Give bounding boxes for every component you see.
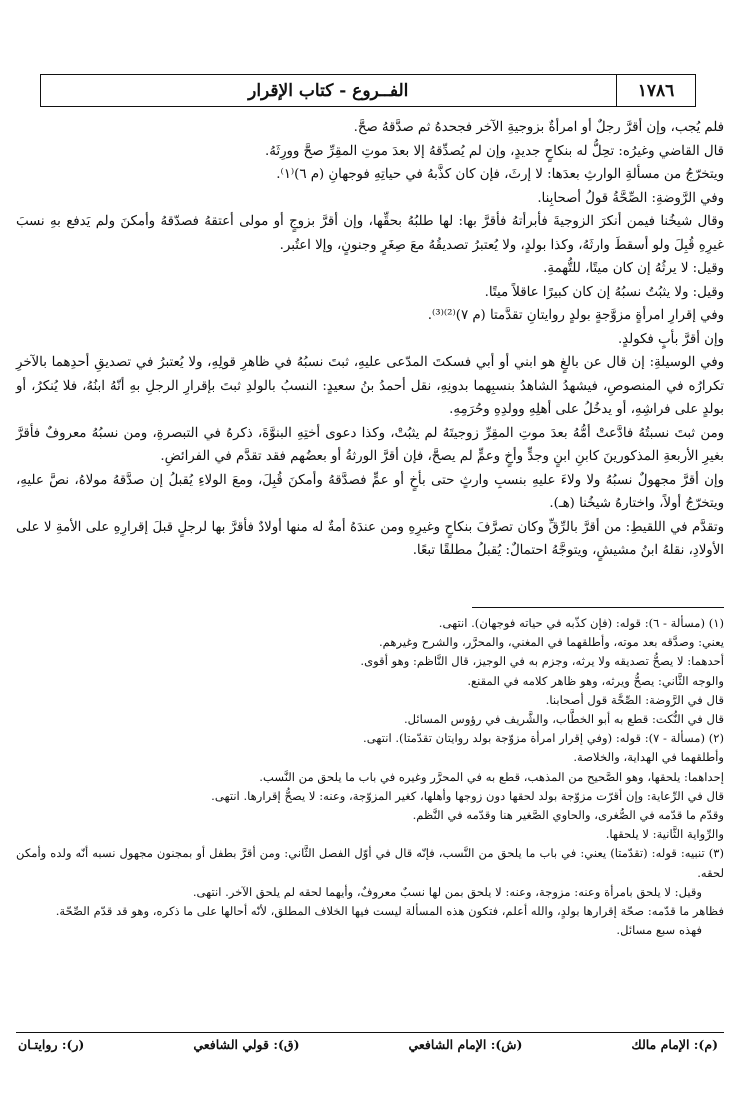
main-text bbox=[16, 116, 724, 563]
footnote-separator bbox=[472, 607, 724, 608]
header-title: الفــروع - كتاب الإقرار bbox=[248, 80, 409, 101]
footnote-line: (١) (مسألة - ٦): قوله: (فإن كذّبه في حياته فوجهان). انتهى. bbox=[438, 616, 724, 630]
footer-abbrev-narrations: (ر): روايتـان bbox=[18, 1037, 85, 1052]
footnote-line: قال في النُّكت: قطع به أبو الخطَّاب، والشَّريف في رؤوس المسائل. bbox=[403, 712, 724, 727]
main-paragraph: وفي الوسيلةِ: إن قال عن بالغٍ هو ابني أو أبي فسكتَ المدّعى عليهِ، ثبتَ نسبُهُ في ظاهرِ قولِهِ، ولا يُعتبرُ في تصديقِ أحدِهما بالآخرِ تكرارُه في المنصوصِ، فيشهدُ الشاهدُ بنسبِهما بدونِهِ، نقل أحمدُ بنُ سعيدٍ: النسبُ بالولدِ ثبتَ بإقرارِ الرجلِ بهِ أنّهُ ابنُهُ، فلا يُنكرُ، أو بولدٍ على فراشِهِ، أو يدخُلُ على أهلِهِ وولدِهِ وحُرَمِهِ. bbox=[16, 355, 724, 417]
footer-separator bbox=[16, 1032, 724, 1033]
main-paragraph: وإن أقرَّ بأبٍ فكولدٍ. bbox=[617, 331, 724, 347]
page-footer bbox=[18, 1037, 718, 1052]
footnote-line: قال في الرِّعاية: وإن أقرّت مزوّجة بولد لحقها دون زوجها وأهلها، كغير المزوّجة، وعنه: لا يصحُّ إقرارها. انتهى. bbox=[211, 788, 724, 803]
main-paragraph: وفي إقرارِ امرأةٍ مزوَّجةٍ بولدٍ روايتانِ تقدَّمتا (م ٧)⁽²⁾⁽³⁾. bbox=[427, 308, 724, 323]
footnote-line: فظاهر ما قدّمه: صحّة إقرارها بولدٍ، والله أعلم، فتكون هذه المسألة ليست فيها الخلاف المطلق، لأنّه أحالها على ما ذكره، وهو قد قدّم الصِّحّة. bbox=[55, 904, 724, 919]
footnote-line: وقيل: لا يلحق بامرأة وعنه: مزوجة، وعنه: لا يلحق بمن لها نسبٌ معروفٌ، وأيهما لحقه لم يلحق الآخر. انتهى. bbox=[192, 884, 702, 899]
main-paragraph: وفي الرَّوضةِ: الصِّحَّةُ قولُ أصحابِنا. bbox=[537, 190, 724, 206]
footnote-line: فهذه سبع مسائل. bbox=[616, 923, 702, 938]
main-paragraph: وتقدَّم في اللقيطِ: من أقرَّ بالرِّقِّ وكان تصرَّفَ بنكاحٍ وغيرِهِ ومن عندَهُ أمةٌ له منها أولادٌ فأقرَّ بها لرجلٍ قبلَ إقرارِهِ على الأمةِ لا على الأولادِ، نقلهُ ابنُ مشيشٍ، ويتوجَّهُ احتمالٌ: يُقبلُ مطلقًا تبعًا. bbox=[16, 519, 724, 558]
main-paragraph: وقيل: لا يرثُهُ إن كان ميتًا، للتُّهمةِ. bbox=[543, 261, 724, 276]
footnote-line: وأطلقهما في الهداية، والخلاصة. bbox=[573, 750, 724, 765]
footnote-line: يعني: وصدَّقه بعد موته، وأطلقهما في المغني، والمحرَّر، والشرح وغيرهم. bbox=[378, 635, 724, 650]
page-number: ١٧٨٦ bbox=[637, 80, 675, 101]
main-paragraph: ويتخرّجُ من مسألةِ الوارثِ بعدَها: لا إرثَ، فإن كان كذَّبهُ في حياتِهِ فوجهانِ (م ٦)⁽١⁾. bbox=[276, 167, 724, 182]
main-paragraph: ومن ثبتَ نسبتُهُ فادَّعتْ أمُّهُ بعدَ موتِ المقِرِّ زوجيتَهُ لم يثبُتْ، وكذا دعوى أختِهِ البنوَّةَ، ذكرهُ في التبصرةِ، ومن نسبُهُ معروفٌ فأقرَّ بغيرِ الأربعةِ المذكورينَ كابنِ ابنٍ وجدٍّ وأخٍ وعمٍّ لم يصحَّ، فإن أقرَّ الورثةُ أو بعضُهم فقد تقدَّم في الفرائضِ. bbox=[16, 425, 724, 464]
footer-abbrev-shafii: (ش): الإمام الشافعي bbox=[408, 1037, 523, 1052]
footnotes bbox=[16, 614, 724, 940]
footnote-line: (٢) (مسألة - ٧): قوله: (وفي إقرار امرأة مزوّجة بولد روايتان تقدّمتا). انتهى. bbox=[363, 731, 724, 746]
page-header bbox=[40, 74, 696, 107]
footnote-line: إحداهما: يلحقها، وهو الصَّحيح من المذهب، قطع به في المحرَّر وغيره في باب ما يلحق من النَّسب. bbox=[259, 769, 724, 784]
footnote-line: وقدّم ما قدّمه في الصُّغرى، والحاوي الصَّغير هنا وقدّمه في النَّظم. bbox=[412, 808, 724, 823]
footnote-line: قال في الرَّوضة: الصِّحَّة قول أصحابنا. bbox=[545, 692, 724, 707]
footnote-line: والرِّواية الثَّانية: لا يلحقها. bbox=[605, 827, 724, 842]
footnote-line: أحدهما: لا يصحُّ تصديقه ولا يرثه، وجزم به في الوجيز، قال النَّاظم: وهو أقوى. bbox=[360, 654, 724, 669]
main-paragraph: فلم يُجب، وإن أقرَّ رجلٌ أو امرأةٌ بزوجيةِ الآخر فجحدهُ ثم صدَّقهُ صحَّ. bbox=[353, 120, 724, 135]
footnote-line: والوجه الثَّاني: يصحُّ ويرثه، وهو ظاهر كلامه في المقنع. bbox=[467, 673, 724, 688]
main-paragraph: وقال شيخُنا فيمن أنكرَ الزوجيةَ فأبرأتهُ فأقرَّ بها: لها طلبُهُ بحقِّها، وإن أقرَّ بزوجٍ أو مولى أعتقهُ فصدّقهُ وأمكنَ ولم يَدفع بهِ نسبَ غيرِهِ قُبِلَ ولو أسقطَ وارثَهُ، وكذا بولدٍ، ولا يُعتبرُ تصديقُهُ معَ صِغَرٍ وجنونٍ، وإلا اعتُبر. bbox=[16, 214, 724, 253]
main-paragraph: قال القاضي وغيرُه: تحِلُّ له بنكاحٍ جديدٍ، وإن لم يُصدِّقهُ إلا بعدَ موتِ المقِرِّ صحَّ وورِثَهُ. bbox=[265, 143, 724, 159]
footnote-line: (٣) تنبيه: قوله: (تقدّمتا) يعني: في باب ما يلحق من النَّسب، فإنّه قال في أوّل الفصل الثَّاني: ومن أقرَّ بطفل أو بمجنون مجهول نسبه أنّه ولده وأمكن لحقه. bbox=[16, 846, 724, 880]
main-paragraph: وقيل: ولا يثبُتُ نسبُهُ إن كان كبيرًا عاقلاً ميتًا. bbox=[484, 284, 724, 300]
footer-abbrev-shafii-two-sayings: (ق): قولي الشافعي bbox=[193, 1037, 300, 1052]
footer-abbrev-malik: (م): الإمام مالك bbox=[631, 1037, 718, 1052]
main-paragraph: وإن أقرَّ مجهولٌ نسبُهُ ولا ولاءَ عليهِ بنسبِ وارثٍ حتى بأخٍ أو عمٍّ فصدَّقهُ وأمكنَ قُبِلَ، ومعَ الولاءِ يُقبلُ إن صدَّقهُ مولاهُ، نصَّ عليهِ، ويتخرّجُ أولاً، واختارهُ شيخُنا (هـ). bbox=[16, 472, 724, 511]
